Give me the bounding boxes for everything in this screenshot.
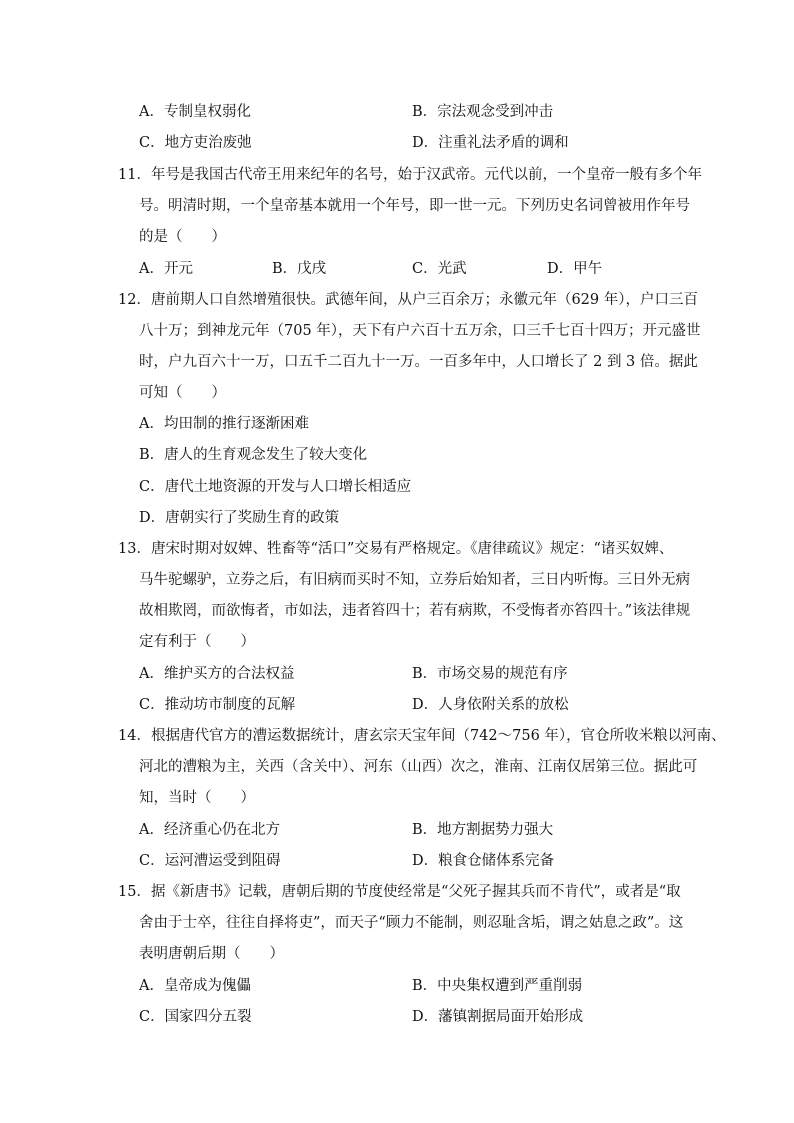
q11-stem-line-3: 的是（ ） xyxy=(139,229,226,245)
q15-stem-line-2: 舍由于士卒，往往自择将吏”，而天子“顾力不能制，则忍耻含垢，谓之姑息之政”。这 xyxy=(139,915,684,931)
q10-option-b[interactable]: B．宗法观念受到冲击 xyxy=(412,104,554,120)
q13-option-a[interactable]: A．维护买方的合法权益 xyxy=(139,666,295,682)
q10-option-d[interactable]: D．注重礼法矛盾的调和 xyxy=(412,135,569,151)
q13-stem-line-4: 定有利于（ ） xyxy=(139,634,255,650)
q12-option-a[interactable]: A．均田制的推行逐渐困难 xyxy=(139,416,309,432)
q13-option-d[interactable]: D．人身依附关系的放松 xyxy=(412,697,569,713)
q11-option-b[interactable]: B．戊戌 xyxy=(272,261,327,277)
q11-stem-line-1: 11．年号是我国古代帝王用来纪年的名号，始于汉武帝。元代以前，一个皇帝一般有多个年 xyxy=(118,167,702,183)
q15-option-a[interactable]: A．皇帝成为傀儡 xyxy=(139,978,251,994)
q12-option-c[interactable]: C．唐代土地资源的开发与人口增长相适应 xyxy=(139,479,412,495)
q13-stem-line-1: 13．唐宋时期对奴婢、牲畜等“活口”交易有严格规定。《唐律疏议》规定：“诸买奴婢、 xyxy=(118,541,674,557)
q14-option-a[interactable]: A．经济重心仍在北方 xyxy=(139,822,280,838)
q11-option-d[interactable]: D．甲午 xyxy=(547,261,603,277)
q11-option-a[interactable]: A．开元 xyxy=(139,261,193,277)
q12-stem-line-2: 八十万；到神龙元年（705 年），天下有户六百十五万余，口三千七百十四万；开元盛世 xyxy=(139,323,701,339)
q14-stem-line-2: 河北的漕粮为主，关西（含关中）、河东（山西）次之，淮南、江南仅居第三位。据此可 xyxy=(139,759,698,775)
q13-stem-line-3: 故相欺罔，而欲悔者，市如法，违者笞四十；若有病欺，不受悔者亦笞四十。”该法律规 xyxy=(139,603,691,619)
q13-option-c[interactable]: C．推动坊市制度的瓦解 xyxy=(139,697,296,713)
q12-option-d[interactable]: D．唐朝实行了奖励生育的政策 xyxy=(139,510,340,526)
q15-option-b[interactable]: B．中央集权遭到严重削弱 xyxy=(412,978,583,994)
q15-option-d[interactable]: D．藩镇割据局面开始形成 xyxy=(412,1009,584,1025)
q14-stem-line-1: 14．根据唐代官方的漕运数据统计，唐玄宗天宝年间（742～756 年），官仓所收米粮以河南、 xyxy=(118,728,726,744)
q12-stem-line-3: 时，户九百六十一万，口五千二百九十一万。一百多年中，人口增长了 2 到 3 倍。据此 xyxy=(139,354,698,370)
q15-stem-line-3: 表明唐朝后期（ ） xyxy=(139,946,284,962)
q10-option-c[interactable]: C．地方吏治废弛 xyxy=(139,135,252,151)
q14-option-b[interactable]: B．地方割据势力强大 xyxy=(412,822,554,838)
q11-option-c[interactable]: C．光武 xyxy=(412,261,467,277)
q11-stem-line-2: 号。明清时期，一个皇帝基本就用一个年号，即一世一元。下列历史名词曾被用作年号 xyxy=(139,198,690,214)
q10-option-a[interactable]: A．专制皇权弱化 xyxy=(139,104,251,120)
q12-stem-line-1: 12．唐前期人口自然增殖很快。武德年间，从户三百余万；永徽元年（629 年），户口三百 xyxy=(118,292,698,308)
q15-stem-line-1: 15．据《新唐书》记载，唐朝后期的节度使经常是“父死子握其兵而不肯代”，或者是“取 xyxy=(118,884,681,900)
q13-option-b[interactable]: B．市场交易的规范有序 xyxy=(412,666,568,682)
q14-option-c[interactable]: C．运河漕运受到阻碍 xyxy=(139,853,281,869)
q13-stem-line-2: 马牛驼螺驴，立券之后，有旧病而买时不知，立券后始知者，三日内听悔。三日外无病 xyxy=(139,572,690,588)
q12-option-b[interactable]: B．唐人的生育观念发生了较大变化 xyxy=(139,447,368,463)
q15-option-c[interactable]: C．国家四分五裂 xyxy=(139,1009,252,1025)
q14-stem-line-3: 知，当时（ ） xyxy=(139,790,255,806)
q14-option-d[interactable]: D．粮食仓储体系完备 xyxy=(412,853,555,869)
q12-stem-line-4: 可知（ ） xyxy=(139,385,226,401)
